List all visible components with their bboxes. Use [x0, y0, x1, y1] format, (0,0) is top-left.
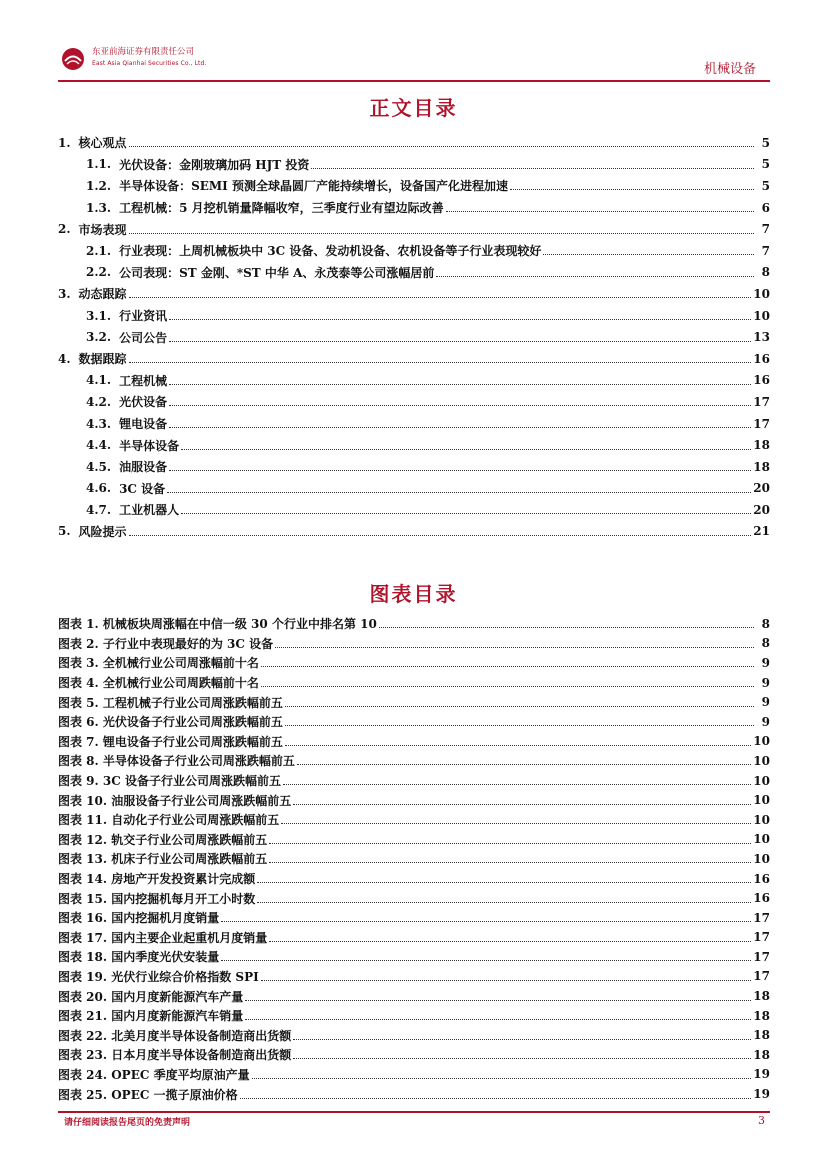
dot-leader — [261, 654, 754, 667]
toc-entry-label: 3C 设备 — [119, 481, 166, 496]
toc-entry-number: 4.6. — [86, 481, 112, 496]
toc-entry-page: 18 — [753, 438, 770, 453]
figure-entry[interactable] — [58, 634, 770, 654]
figure-entry-page: 8 — [761, 636, 770, 651]
toc-entry-label: 公司公告 — [119, 330, 168, 345]
dot-leader — [169, 393, 751, 406]
toc-entry-label: 光伏设备：金刚玻璃加码 HJT 投资 — [119, 157, 310, 172]
figure-entry[interactable] — [58, 830, 770, 850]
dot-leader — [283, 772, 751, 785]
toc-title: 正文目录 — [369, 96, 458, 120]
toc-entry-page: 7 — [761, 222, 770, 237]
toc-entry-number: 3. — [58, 286, 71, 301]
figure-entry-label: 图表 13. 机床子行业公司周涨跌幅前五 — [58, 852, 268, 867]
toc-entry-number: 1. — [58, 135, 71, 150]
figure-entry-label: 图表 4. 全机械行业公司周跌幅前十名 — [58, 676, 259, 691]
toc-entry-number: 4.5. — [86, 459, 112, 474]
toc-entry[interactable] — [58, 456, 770, 478]
figure-entry-page: 18 — [753, 1028, 770, 1043]
toc-entry-label: 锂电设备 — [119, 417, 168, 432]
toc-entry-number: 4.7. — [86, 502, 112, 517]
toc-entry[interactable] — [58, 391, 770, 413]
figure-entry[interactable] — [58, 751, 770, 771]
figure-entry[interactable] — [58, 1045, 770, 1065]
toc-entry-label: 公司表现：ST 金刚、*ST 中华 A、永茂泰等公司涨幅居前 — [119, 265, 435, 280]
dot-leader — [257, 890, 751, 903]
figure-entry[interactable] — [58, 967, 770, 987]
dot-leader — [169, 329, 751, 342]
toc-entry-number: 1.3. — [86, 200, 112, 215]
dot-leader — [240, 1086, 752, 1099]
toc-entry[interactable] — [58, 434, 770, 456]
figure-entry-label: 图表 23. 日本月度半导体设备制造商出货额 — [58, 1048, 292, 1063]
toc-entry[interactable] — [58, 240, 770, 262]
dot-leader — [261, 674, 754, 687]
figure-entry-page: 10 — [753, 753, 770, 768]
figure-entry-label: 图表 12. 轨交子行业公司周涨跌幅前五 — [58, 832, 268, 847]
dot-leader — [379, 615, 754, 628]
toc-entry-page: 20 — [753, 502, 770, 517]
figure-entry-page: 16 — [753, 871, 770, 886]
dot-leader — [269, 929, 751, 942]
dot-leader — [311, 156, 754, 169]
toc-entry-label: 半导体设备 — [119, 438, 180, 453]
toc-entry-page: 5 — [761, 178, 770, 193]
dot-leader — [285, 694, 754, 707]
dot-leader — [221, 948, 751, 961]
toc-entry-page: 7 — [761, 243, 770, 258]
toc-entry-page: 6 — [761, 200, 770, 215]
toc-entry-page: 16 — [753, 351, 770, 366]
figure-entry-page: 10 — [753, 773, 770, 788]
dot-leader — [181, 437, 751, 450]
dot-leader — [543, 242, 754, 255]
figure-entry-page: 10 — [753, 812, 770, 827]
dot-leader — [257, 870, 751, 883]
toc-entry-label: 风险提示 — [78, 524, 127, 539]
toc-entry-number: 2. — [58, 222, 71, 237]
figure-entry-label: 图表 19. 光伏行业综合价格指数 SPI — [58, 969, 259, 984]
figure-entry-label: 图表 6. 光伏设备子行业公司周涨跌幅前五 — [58, 715, 283, 730]
toc-entry-number: 1.2. — [86, 178, 112, 193]
company-name-cn: 东亚前海证券有限责任公司 — [92, 47, 195, 57]
figure-list — [58, 614, 770, 1104]
toc-entry-page: 8 — [761, 265, 770, 280]
figure-entry[interactable] — [58, 614, 770, 634]
figure-entry-page: 16 — [753, 891, 770, 906]
figure-entry-page: 18 — [753, 1047, 770, 1062]
page-header — [58, 44, 770, 78]
page-number: 3 — [758, 1114, 765, 1127]
dot-leader — [167, 480, 751, 493]
toc-entry[interactable] — [58, 197, 770, 219]
toc-entry-label: 半导体设备：SEMI 预测全球晶圆厂产能持续增长，设备国产化进程加速 — [119, 179, 508, 194]
toc-entry-label: 核心观点 — [78, 136, 127, 151]
dot-leader — [129, 523, 752, 536]
toc-entry[interactable] — [58, 521, 770, 543]
figure-entry-page: 10 — [753, 851, 770, 866]
toc-entry-number: 3.2. — [86, 330, 112, 345]
figure-entry-label: 图表 17. 国内主要企业起重机月度销量 — [58, 930, 268, 945]
figure-entry-label: 图表 20. 国内月度新能源汽车产量 — [58, 989, 244, 1004]
toc-entry-page: 10 — [753, 286, 770, 301]
toc-entry-label: 行业资讯 — [119, 309, 168, 324]
figure-entry-label: 图表 1. 机械板块周涨幅在中信一级 30 个行业中排名第 10 — [58, 617, 377, 632]
figure-entry[interactable] — [58, 888, 770, 908]
figure-entry[interactable] — [58, 771, 770, 791]
figure-entry-label: 图表 8. 半导体设备子行业公司周涨跌幅前五 — [58, 754, 295, 769]
toc-entry-page: 13 — [753, 330, 770, 345]
dot-leader — [169, 458, 751, 471]
figure-entry-page: 17 — [753, 910, 770, 925]
toc-entry-number: 4.1. — [86, 373, 112, 388]
figure-entry-page: 10 — [753, 793, 770, 808]
figure-entry[interactable] — [58, 986, 770, 1006]
dot-leader — [181, 501, 751, 514]
dot-leader — [129, 350, 752, 363]
figure-entry[interactable] — [58, 653, 770, 673]
figure-entry-page: 17 — [753, 949, 770, 964]
figure-entry-page: 10 — [753, 832, 770, 847]
figure-entry-label: 图表 11. 自动化子行业公司周涨跌幅前五 — [58, 813, 280, 828]
toc-entry-label: 光伏设备 — [119, 395, 168, 410]
dot-leader — [245, 988, 751, 1001]
header-divider — [58, 80, 770, 82]
dot-leader — [293, 792, 751, 805]
figure-entry-label: 图表 15. 国内挖掘机每月开工小时数 — [58, 891, 256, 906]
toc-entry-page: 16 — [753, 373, 770, 388]
toc-entry-label: 市场表现 — [78, 222, 127, 237]
toc-entry-label: 行业表现：上周机械板块中 3C 设备、发动机设备、农机设备等子行业表现较好 — [119, 244, 542, 259]
toc-entry-page: 17 — [753, 394, 770, 409]
sector-label: 机械设备 — [703, 62, 756, 77]
toc-entry[interactable] — [58, 326, 770, 348]
toc-entry-page: 5 — [761, 157, 770, 172]
toc-entry-label: 工程机械：5 月挖机销量降幅收窄，三季度行业有望边际改善 — [119, 201, 444, 216]
figure-entry-page: 9 — [761, 695, 770, 710]
toc-entry-page: 17 — [753, 416, 770, 431]
figure-entry-page: 9 — [761, 714, 770, 729]
dot-leader — [169, 372, 751, 385]
dot-leader — [293, 1046, 751, 1059]
figure-entry-page: 17 — [753, 930, 770, 945]
figure-entry[interactable] — [58, 692, 770, 712]
toc-entry-page: 21 — [753, 524, 770, 539]
dot-leader — [446, 199, 754, 212]
toc-entry[interactable] — [58, 413, 770, 435]
figure-entry-label: 图表 25. OPEC 一揽子原油价格 — [58, 1087, 238, 1102]
company-name-en: East Asia Qianhai Securities Co., Ltd. — [92, 60, 207, 67]
figure-entry-page: 19 — [753, 1067, 770, 1082]
toc-entry[interactable] — [58, 478, 770, 500]
table-of-contents — [58, 132, 770, 542]
toc-entry[interactable] — [58, 218, 770, 240]
toc-entry-page: 5 — [761, 135, 770, 150]
figure-entry[interactable] — [58, 712, 770, 732]
dot-leader — [281, 811, 751, 824]
toc-entry-page: 10 — [753, 308, 770, 323]
figure-entry-label: 图表 7. 锂电设备子行业公司周涨跌幅前五 — [58, 734, 283, 749]
figure-entry[interactable] — [58, 908, 770, 928]
figure-entry[interactable] — [58, 1084, 770, 1104]
figure-entry-label: 图表 9. 3C 设备子行业公司周涨跌幅前五 — [58, 774, 281, 789]
dot-leader — [275, 635, 754, 648]
figure-entry[interactable] — [58, 810, 770, 830]
toc-entry[interactable] — [58, 348, 770, 370]
toc-entry-label: 数据跟踪 — [78, 352, 127, 367]
figure-entry[interactable] — [58, 1025, 770, 1045]
toc-entry-number: 4.2. — [86, 394, 112, 409]
toc-entry-number: 3.1. — [86, 308, 112, 323]
toc-entry[interactable] — [58, 499, 770, 521]
figure-entry-label: 图表 22. 北美月度半导体设备制造商出货额 — [58, 1028, 292, 1043]
dot-leader — [252, 1066, 752, 1079]
footer-divider — [58, 1111, 770, 1113]
toc-entry-number: 2.1. — [86, 243, 112, 258]
figure-entry[interactable] — [58, 1006, 770, 1026]
dot-leader — [269, 850, 751, 863]
dot-leader — [285, 713, 754, 726]
toc-entry[interactable] — [58, 370, 770, 392]
toc-entry-number: 5. — [58, 524, 71, 539]
toc-entry-number: 4. — [58, 351, 71, 366]
dot-leader — [129, 285, 752, 298]
figure-list-title: 图表目录 — [369, 582, 458, 606]
toc-entry-number: 4.4. — [86, 438, 112, 453]
figure-entry-page: 9 — [761, 655, 770, 670]
figure-entry[interactable] — [58, 790, 770, 810]
figure-entry-page: 9 — [761, 675, 770, 690]
figure-entry-label: 图表 16. 国内挖掘机月度销量 — [58, 911, 220, 926]
toc-entry[interactable] — [58, 175, 770, 197]
dot-leader — [129, 134, 754, 147]
toc-entry-page: 18 — [753, 459, 770, 474]
dot-leader — [297, 752, 751, 765]
figure-entry-label: 图表 14. 房地产开发投资累计完成额 — [58, 872, 256, 887]
toc-entry[interactable] — [58, 132, 770, 154]
toc-entry-label: 油服设备 — [119, 460, 168, 475]
figure-entry[interactable] — [58, 732, 770, 752]
figure-entry-page: 8 — [761, 616, 770, 631]
dot-leader — [285, 733, 751, 746]
toc-entry[interactable] — [58, 305, 770, 327]
figure-entry[interactable] — [58, 928, 770, 948]
toc-entry-number: 2.2. — [86, 265, 112, 280]
toc-entry-label: 动态跟踪 — [78, 287, 127, 302]
dot-leader — [221, 909, 751, 922]
toc-entry-number: 1.1. — [86, 157, 112, 172]
toc-entry[interactable] — [58, 283, 770, 305]
company-logo-icon — [60, 46, 86, 72]
figure-entry-label: 图表 5. 工程机械子行业公司周涨跌幅前五 — [58, 695, 283, 710]
figure-entry[interactable] — [58, 673, 770, 693]
figure-entry-page: 18 — [753, 989, 770, 1004]
company-name — [92, 47, 206, 69]
footer-disclaimer: 请仔细阅读报告尾页的免责声明 — [64, 1118, 191, 1128]
figure-entry-label: 图表 2. 子行业中表现最好的为 3C 设备 — [58, 636, 274, 651]
dot-leader — [293, 1027, 751, 1040]
dot-leader — [510, 177, 754, 190]
dot-leader — [436, 264, 754, 277]
figure-entry-page: 18 — [753, 1008, 770, 1023]
figure-entry-label: 图表 3. 全机械行业公司周涨幅前十名 — [58, 656, 259, 671]
dot-leader — [261, 968, 752, 981]
dot-leader — [169, 415, 751, 428]
figure-entry-label: 图表 18. 国内季度光伏安装量 — [58, 950, 220, 965]
figure-entry[interactable] — [58, 849, 770, 869]
dot-leader — [169, 307, 751, 320]
figure-entry-page: 19 — [753, 1087, 770, 1102]
toc-entry[interactable] — [58, 262, 770, 284]
toc-entry-label: 工业机器人 — [119, 503, 180, 518]
toc-entry-page: 20 — [753, 481, 770, 496]
figure-entry[interactable] — [58, 947, 770, 967]
toc-entry[interactable] — [58, 154, 770, 176]
dot-leader — [245, 1007, 751, 1020]
figure-entry-page: 10 — [753, 734, 770, 749]
figure-entry-label: 图表 21. 国内月度新能源汽车销量 — [58, 1009, 244, 1024]
toc-entry-number: 4.3. — [86, 416, 112, 431]
dot-leader — [129, 221, 754, 234]
figure-entry-label: 图表 10. 油服设备子行业公司周涨跌幅前五 — [58, 793, 292, 808]
toc-entry-label: 工程机械 — [119, 373, 168, 388]
figure-entry[interactable] — [58, 869, 770, 889]
figure-entry-page: 17 — [753, 969, 770, 984]
dot-leader — [269, 831, 751, 844]
figure-entry-label: 图表 24. OPEC 季度平均原油产量 — [58, 1067, 250, 1082]
figure-entry[interactable] — [58, 1065, 770, 1085]
